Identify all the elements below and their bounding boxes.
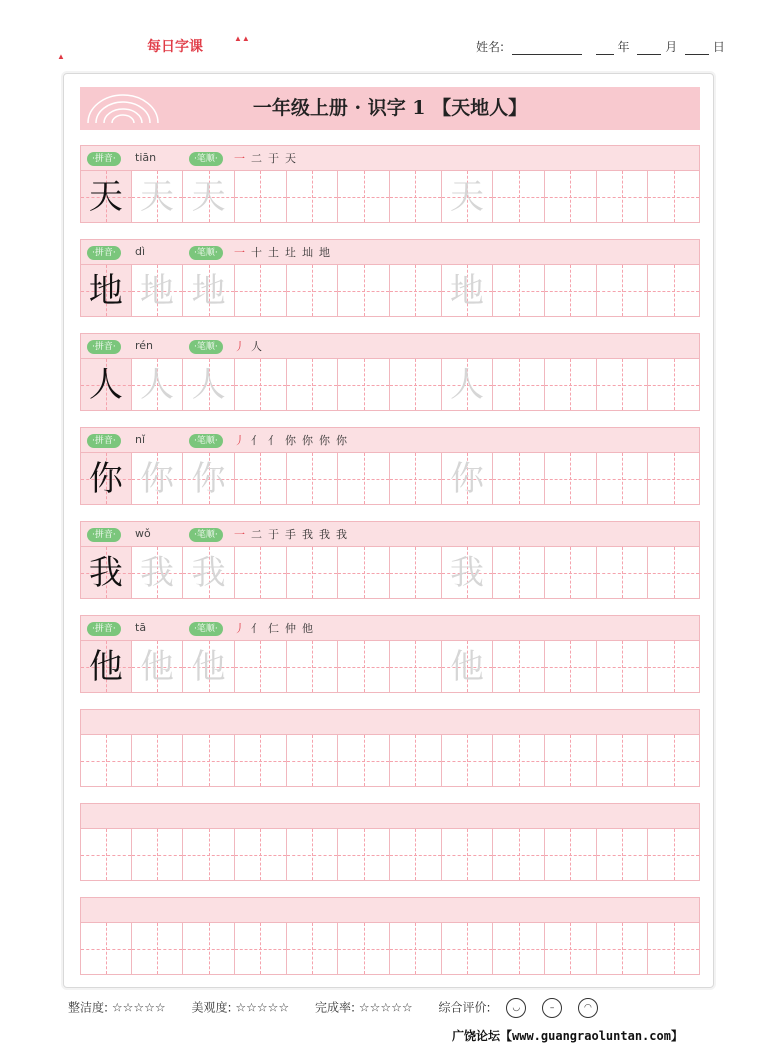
grid-cell[interactable] bbox=[493, 923, 545, 975]
trace-character: 你 bbox=[139, 459, 174, 499]
row-header bbox=[80, 427, 700, 453]
grid-cell[interactable] bbox=[80, 923, 132, 975]
stroke-order bbox=[234, 620, 319, 636]
grid-cell[interactable] bbox=[545, 453, 597, 505]
grid-cell[interactable] bbox=[648, 547, 700, 599]
trace-character: 人 bbox=[191, 365, 226, 405]
grid-cell[interactable] bbox=[648, 359, 700, 411]
stroke-step: 你 bbox=[302, 434, 319, 447]
grid-cell[interactable] bbox=[235, 641, 287, 693]
brand-triangle-icon: ▲ bbox=[57, 52, 65, 61]
stroke-order bbox=[234, 244, 336, 260]
grid-cell[interactable] bbox=[545, 641, 597, 693]
stroke-step: 地 bbox=[319, 246, 336, 259]
grid-cell[interactable] bbox=[545, 735, 597, 787]
stroke-step: 于 bbox=[268, 152, 285, 165]
strokes-label: ·笔顺· bbox=[189, 340, 223, 354]
strokes-label: ·笔顺· bbox=[189, 434, 223, 448]
day-label: 日 bbox=[712, 40, 725, 54]
stroke-step: 仲 bbox=[285, 622, 302, 635]
grid-cell[interactable] bbox=[287, 735, 339, 787]
row-header bbox=[80, 897, 700, 923]
grid-cell[interactable] bbox=[493, 829, 545, 881]
grid-cell[interactable] bbox=[493, 453, 545, 505]
row-header bbox=[80, 615, 700, 641]
strokes-label: ·笔顺· bbox=[189, 622, 223, 636]
pinyin-text: rén bbox=[135, 339, 154, 352]
model-character: 天 bbox=[88, 177, 123, 217]
grid-cell[interactable] bbox=[545, 923, 597, 975]
year-label: 年 bbox=[617, 40, 630, 54]
pinyin-text: dì bbox=[135, 245, 146, 258]
stroke-step: 圸 bbox=[302, 246, 319, 259]
pinyin-label: ·拼音· bbox=[87, 622, 121, 636]
practice-grid bbox=[80, 641, 700, 693]
grid-cell[interactable] bbox=[80, 829, 132, 881]
evaluation-footer bbox=[68, 998, 598, 1018]
practice-row bbox=[80, 427, 700, 506]
grid-cell[interactable] bbox=[183, 547, 235, 599]
model-character: 地 bbox=[88, 271, 123, 311]
trace-character: 你 bbox=[191, 459, 226, 499]
stroke-step: 我 bbox=[319, 528, 336, 541]
grid-cell[interactable] bbox=[132, 171, 184, 223]
grid-cell[interactable] bbox=[597, 641, 649, 693]
trace-character: 我 bbox=[449, 553, 484, 593]
grid-cell[interactable] bbox=[648, 641, 700, 693]
stroke-step: 亻 bbox=[251, 434, 268, 447]
stroke-step: 你 bbox=[285, 434, 302, 447]
grid-cell[interactable] bbox=[80, 359, 132, 411]
grid-cell[interactable] bbox=[493, 265, 545, 317]
grid-cell[interactable] bbox=[338, 641, 390, 693]
stroke-step: 于 bbox=[268, 528, 285, 541]
grid-cell[interactable] bbox=[183, 923, 235, 975]
site-credit: 广饶论坛【www.guangraoluntan.com】 bbox=[452, 1029, 683, 1043]
grid-cell[interactable] bbox=[80, 735, 132, 787]
stroke-step: 一 bbox=[234, 528, 251, 541]
grid-cell[interactable] bbox=[183, 265, 235, 317]
grid-cell[interactable] bbox=[597, 923, 649, 975]
row-header bbox=[80, 803, 700, 829]
stroke-step: 一 bbox=[234, 152, 251, 165]
grid-cell[interactable] bbox=[545, 829, 597, 881]
stroke-step: 他 bbox=[302, 622, 319, 635]
model-character: 我 bbox=[88, 553, 123, 593]
stroke-step: 丿 bbox=[234, 622, 251, 635]
grid-cell[interactable] bbox=[442, 359, 494, 411]
stroke-step: 天 bbox=[285, 152, 302, 165]
grid-cell[interactable] bbox=[338, 735, 390, 787]
grid-cell[interactable] bbox=[235, 265, 287, 317]
day-blank[interactable] bbox=[685, 42, 709, 55]
trace-character: 地 bbox=[449, 271, 484, 311]
stroke-step: 二 bbox=[251, 528, 268, 541]
pinyin-text: tiān bbox=[135, 151, 157, 164]
grid-cell[interactable] bbox=[183, 171, 235, 223]
grid-cell[interactable] bbox=[132, 547, 184, 599]
grid-cell[interactable] bbox=[132, 265, 184, 317]
stroke-order bbox=[234, 526, 353, 542]
sad-face-icon[interactable]: ◠ bbox=[578, 998, 598, 1018]
practice-grid bbox=[80, 265, 700, 317]
trace-character: 人 bbox=[139, 365, 174, 405]
grid-cell[interactable] bbox=[390, 171, 442, 223]
grid-cell[interactable] bbox=[390, 735, 442, 787]
stroke-step: 丿 bbox=[234, 340, 251, 353]
practice-row bbox=[80, 897, 700, 976]
grid-cell[interactable] bbox=[597, 359, 649, 411]
grid-cell[interactable] bbox=[648, 265, 700, 317]
grid-cell[interactable] bbox=[287, 923, 339, 975]
grid-cell[interactable] bbox=[338, 453, 390, 505]
trace-character: 天 bbox=[191, 177, 226, 217]
stroke-order bbox=[234, 150, 302, 166]
trace-character: 他 bbox=[139, 647, 174, 687]
grid-cell[interactable] bbox=[648, 829, 700, 881]
stroke-step: 丿 bbox=[234, 434, 251, 447]
grid-cell[interactable] bbox=[183, 735, 235, 787]
trace-character: 我 bbox=[191, 553, 226, 593]
year-blank[interactable] bbox=[596, 42, 614, 55]
completion-rating[interactable]: 完成率: ☆☆☆☆☆ bbox=[314, 1000, 413, 1015]
grid-cell[interactable] bbox=[183, 641, 235, 693]
stroke-step: 二 bbox=[251, 152, 268, 165]
grid-cell[interactable] bbox=[390, 453, 442, 505]
grid-cell[interactable] bbox=[132, 829, 184, 881]
grid-cell[interactable] bbox=[235, 453, 287, 505]
stroke-step: 人 bbox=[251, 340, 268, 353]
grid-cell[interactable] bbox=[390, 923, 442, 975]
pinyin-label: ·拼音· bbox=[87, 528, 121, 542]
stroke-step: 土 bbox=[268, 246, 285, 259]
grid-cell[interactable] bbox=[442, 547, 494, 599]
grid-cell[interactable] bbox=[648, 171, 700, 223]
grid-cell[interactable] bbox=[80, 547, 132, 599]
row-header bbox=[80, 521, 700, 547]
stroke-order bbox=[234, 432, 353, 448]
grid-cell[interactable] bbox=[287, 265, 339, 317]
grid-cell[interactable] bbox=[493, 547, 545, 599]
grid-cell[interactable] bbox=[597, 735, 649, 787]
month-label: 月 bbox=[665, 40, 678, 54]
practice-grid bbox=[80, 359, 700, 411]
grid-cell[interactable] bbox=[132, 735, 184, 787]
trace-character: 地 bbox=[191, 271, 226, 311]
pinyin-label: ·拼音· bbox=[87, 434, 121, 448]
grid-cell[interactable] bbox=[338, 171, 390, 223]
model-character: 你 bbox=[88, 459, 123, 499]
grid-cell[interactable] bbox=[338, 829, 390, 881]
name-label: 姓名: bbox=[476, 40, 505, 54]
grid-cell[interactable] bbox=[132, 923, 184, 975]
grid-cell[interactable] bbox=[545, 265, 597, 317]
trace-character: 他 bbox=[449, 647, 484, 687]
month-blank[interactable] bbox=[637, 42, 661, 55]
practice-row bbox=[80, 709, 700, 788]
grid-cell[interactable] bbox=[287, 453, 339, 505]
trace-character: 天 bbox=[449, 177, 484, 217]
title-bar bbox=[80, 87, 700, 130]
grid-cell[interactable] bbox=[442, 829, 494, 881]
stroke-step: 仁 bbox=[268, 622, 285, 635]
grid-cell[interactable] bbox=[390, 829, 442, 881]
strokes-label: ·笔顺· bbox=[189, 152, 223, 166]
grid-cell[interactable] bbox=[287, 547, 339, 599]
grid-cell[interactable] bbox=[493, 359, 545, 411]
grid-cell[interactable] bbox=[648, 453, 700, 505]
grid-cell[interactable] bbox=[132, 641, 184, 693]
grid-cell[interactable] bbox=[80, 641, 132, 693]
page-header bbox=[0, 0, 780, 70]
practice-grid bbox=[80, 923, 700, 975]
grid-cell[interactable] bbox=[338, 359, 390, 411]
trace-character: 我 bbox=[139, 553, 174, 593]
practice-grid bbox=[80, 735, 700, 787]
grid-cell[interactable] bbox=[390, 547, 442, 599]
practice-grid bbox=[80, 547, 700, 599]
grid-cell[interactable] bbox=[80, 453, 132, 505]
row-header bbox=[80, 239, 700, 265]
grid-cell[interactable] bbox=[390, 359, 442, 411]
practice-row bbox=[80, 145, 700, 224]
practice-row bbox=[80, 615, 700, 694]
stroke-step: 你 bbox=[336, 434, 353, 447]
trace-character: 他 bbox=[191, 647, 226, 687]
stroke-step: 十 bbox=[251, 246, 268, 259]
grid-cell[interactable] bbox=[235, 829, 287, 881]
grid-cell[interactable] bbox=[442, 265, 494, 317]
grid-cell[interactable] bbox=[390, 265, 442, 317]
neutral-face-icon[interactable]: – bbox=[542, 998, 562, 1018]
grid-cell[interactable] bbox=[597, 453, 649, 505]
practice-grid bbox=[80, 453, 700, 505]
grid-cell[interactable] bbox=[390, 641, 442, 693]
trace-character: 你 bbox=[449, 459, 484, 499]
grid-cell[interactable] bbox=[183, 359, 235, 411]
grid-cell[interactable] bbox=[545, 359, 597, 411]
pinyin-label: ·拼音· bbox=[87, 340, 121, 354]
grid-cell[interactable] bbox=[338, 547, 390, 599]
grid-cell[interactable] bbox=[338, 923, 390, 975]
grid-cell[interactable] bbox=[597, 829, 649, 881]
grid-cell[interactable] bbox=[80, 265, 132, 317]
stroke-step: 我 bbox=[336, 528, 353, 541]
grid-cell[interactable] bbox=[442, 735, 494, 787]
grid-cell[interactable] bbox=[442, 923, 494, 975]
grid-cell[interactable] bbox=[287, 641, 339, 693]
row-header bbox=[80, 709, 700, 735]
pinyin-label: ·拼音· bbox=[87, 152, 121, 166]
stroke-step: 亻 bbox=[268, 434, 285, 447]
row-header bbox=[80, 333, 700, 359]
happy-face-icon[interactable]: ◡ bbox=[506, 998, 526, 1018]
strokes-label: ·笔顺· bbox=[189, 246, 223, 260]
trace-character: 天 bbox=[139, 177, 174, 217]
grid-cell[interactable] bbox=[493, 641, 545, 693]
grid-cell[interactable] bbox=[493, 171, 545, 223]
pinyin-text: wǒ bbox=[135, 527, 151, 540]
stroke-step: 一 bbox=[234, 246, 251, 259]
grid-cell[interactable] bbox=[442, 453, 494, 505]
grid-cell[interactable] bbox=[235, 735, 287, 787]
neatness-rating[interactable]: 整洁度: ☆☆☆☆☆ bbox=[68, 1000, 166, 1015]
practice-row bbox=[80, 239, 700, 318]
grid-cell[interactable] bbox=[287, 829, 339, 881]
model-character: 他 bbox=[88, 647, 123, 687]
stroke-step: 手 bbox=[285, 528, 302, 541]
grid-cell[interactable] bbox=[545, 171, 597, 223]
row-header bbox=[80, 145, 700, 171]
stroke-step: 亻 bbox=[251, 622, 268, 635]
grid-cell[interactable] bbox=[183, 453, 235, 505]
grid-cell[interactable] bbox=[132, 453, 184, 505]
grid-cell[interactable] bbox=[235, 923, 287, 975]
grid-cell[interactable] bbox=[442, 171, 494, 223]
grid-cell[interactable] bbox=[235, 359, 287, 411]
name-date-line bbox=[476, 38, 725, 55]
stroke-step: 圵 bbox=[285, 246, 302, 259]
page-title: 一年级上册 · 识字 1 【天地人】 bbox=[252, 97, 528, 119]
grid-cell[interactable] bbox=[287, 359, 339, 411]
practice-grid bbox=[80, 171, 700, 223]
pinyin-text: tā bbox=[135, 621, 147, 634]
grid-cell[interactable] bbox=[493, 735, 545, 787]
stroke-order bbox=[234, 338, 268, 354]
practice-row bbox=[80, 521, 700, 600]
grid-cell[interactable] bbox=[183, 829, 235, 881]
practice-grid bbox=[80, 829, 700, 881]
grid-cell[interactable] bbox=[597, 171, 649, 223]
grid-cell[interactable] bbox=[235, 171, 287, 223]
brand-triangles-icon: ▲▲ bbox=[234, 34, 250, 43]
grid-cell[interactable] bbox=[132, 359, 184, 411]
grid-cell[interactable] bbox=[338, 265, 390, 317]
brand-tag: 每日字课 bbox=[137, 36, 213, 58]
grid-cell[interactable] bbox=[648, 735, 700, 787]
name-blank[interactable] bbox=[512, 42, 582, 55]
grid-cell[interactable] bbox=[80, 171, 132, 223]
grid-cell[interactable] bbox=[597, 265, 649, 317]
stroke-step: 你 bbox=[319, 434, 336, 447]
strokes-label: ·笔顺· bbox=[189, 528, 223, 542]
grid-cell[interactable] bbox=[648, 923, 700, 975]
model-character: 人 bbox=[88, 365, 123, 405]
pinyin-label: ·拼音· bbox=[87, 246, 121, 260]
grid-cell[interactable] bbox=[545, 547, 597, 599]
pinyin-text: nǐ bbox=[135, 433, 146, 446]
stroke-step: 我 bbox=[302, 528, 319, 541]
grid-cell[interactable] bbox=[235, 547, 287, 599]
grid-cell[interactable] bbox=[287, 171, 339, 223]
practice-row bbox=[80, 803, 700, 882]
trace-character: 地 bbox=[139, 271, 174, 311]
practice-row bbox=[80, 333, 700, 412]
grid-cell[interactable] bbox=[597, 547, 649, 599]
overall-label: 综合评价: bbox=[438, 1000, 491, 1015]
grid-cell[interactable] bbox=[442, 641, 494, 693]
trace-character: 人 bbox=[449, 365, 484, 405]
beauty-rating[interactable]: 美观度: ☆☆☆☆☆ bbox=[191, 1000, 290, 1015]
